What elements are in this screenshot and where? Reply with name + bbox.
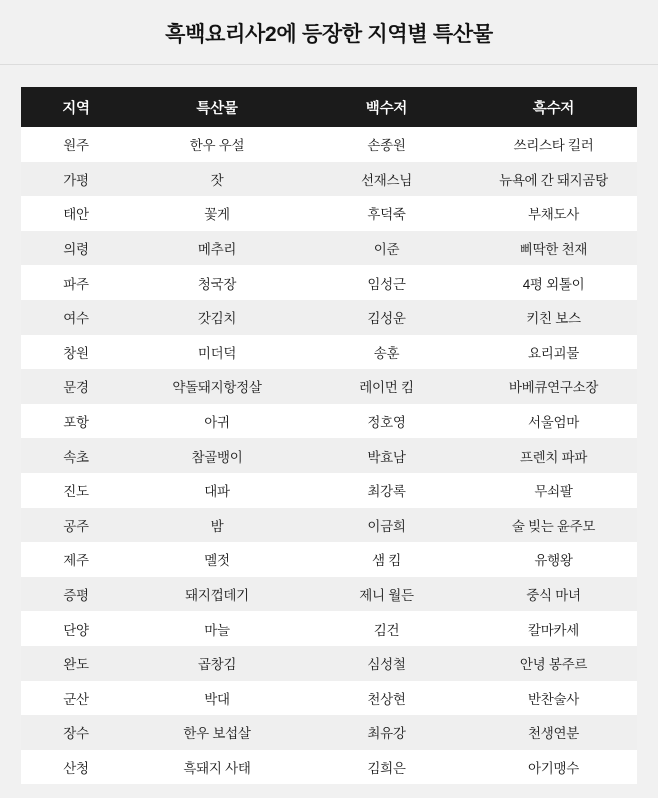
table-cell: 이준 xyxy=(303,231,470,266)
table-cell: 멜젓 xyxy=(131,542,303,577)
table-cell: 최유강 xyxy=(303,715,470,750)
page-title: 흑백요리사2에 등장한 지역별 특산물 xyxy=(165,23,493,46)
table-cell: 바베큐연구소장 xyxy=(470,369,637,404)
table-row xyxy=(21,162,637,197)
table-cell: 천상현 xyxy=(303,681,470,716)
table-cell: 서울엄마 xyxy=(470,404,637,439)
table-cell: 제주 xyxy=(21,542,131,577)
table-cell: 한우 우설 xyxy=(131,127,303,162)
table-cell: 선재스님 xyxy=(303,162,470,197)
table-row xyxy=(21,404,637,439)
table-row xyxy=(21,577,637,612)
table-row xyxy=(21,473,637,508)
table-cell: 이금희 xyxy=(303,508,470,543)
table-cell: 부채도사 xyxy=(470,196,637,231)
table-cell: 원주 xyxy=(21,127,131,162)
table-cell: 심성철 xyxy=(303,646,470,681)
column-header-region: 지역 xyxy=(21,87,131,127)
table-cell: 여수 xyxy=(21,300,131,335)
title-bar xyxy=(0,0,658,64)
table-cell: 약돌돼지항정살 xyxy=(131,369,303,404)
table-header xyxy=(21,87,637,127)
table-cell: 산청 xyxy=(21,750,131,785)
header-divider xyxy=(0,64,658,65)
table-cell: 삐딱한 천재 xyxy=(470,231,637,266)
table-cell: 제니 월든 xyxy=(303,577,470,612)
table-cell: 장수 xyxy=(21,715,131,750)
table-row xyxy=(21,542,637,577)
table-cell: 김건 xyxy=(303,611,470,646)
table-cell: 태안 xyxy=(21,196,131,231)
column-header-black-spoon: 흑수저 xyxy=(470,87,637,127)
table-cell: 단양 xyxy=(21,611,131,646)
table-cell: 잣 xyxy=(131,162,303,197)
table-cell: 속초 xyxy=(21,438,131,473)
table-cell: 레이먼 킴 xyxy=(303,369,470,404)
table-cell: 손종원 xyxy=(303,127,470,162)
table-cell: 의령 xyxy=(21,231,131,266)
table-cell: 박효남 xyxy=(303,438,470,473)
table-cell: 아귀 xyxy=(131,404,303,439)
table-cell: 가평 xyxy=(21,162,131,197)
table-cell: 술 빚는 윤주모 xyxy=(470,508,637,543)
table-row xyxy=(21,231,637,266)
table-cell: 문경 xyxy=(21,369,131,404)
table-cell: 키친 보스 xyxy=(470,300,637,335)
table-cell: 진도 xyxy=(21,473,131,508)
table-header-row xyxy=(21,87,637,127)
table-cell: 증평 xyxy=(21,577,131,612)
table-cell: 무쇠팔 xyxy=(470,473,637,508)
table-cell: 꽃게 xyxy=(131,196,303,231)
table-row xyxy=(21,265,637,300)
table-cell: 창원 xyxy=(21,335,131,370)
table-cell: 포항 xyxy=(21,404,131,439)
table-row xyxy=(21,750,637,785)
table-row xyxy=(21,369,637,404)
table-cell: 박대 xyxy=(131,681,303,716)
table-cell: 완도 xyxy=(21,646,131,681)
column-header-specialty: 특산물 xyxy=(131,87,303,127)
table-cell: 안녕 봉주르 xyxy=(470,646,637,681)
table-cell: 칼마카세 xyxy=(470,611,637,646)
table-cell: 메추리 xyxy=(131,231,303,266)
table-row xyxy=(21,611,637,646)
table-cell: 공주 xyxy=(21,508,131,543)
table-cell: 최강록 xyxy=(303,473,470,508)
table-cell: 김성운 xyxy=(303,300,470,335)
table-cell: 마늘 xyxy=(131,611,303,646)
table-cell: 아기맹수 xyxy=(470,750,637,785)
table-cell: 밤 xyxy=(131,508,303,543)
table-cell: 정호영 xyxy=(303,404,470,439)
table-cell: 곱창김 xyxy=(131,646,303,681)
table-cell: 김희은 xyxy=(303,750,470,785)
table-row xyxy=(21,508,637,543)
table-cell: 참골뱅이 xyxy=(131,438,303,473)
specialty-table-wrapper xyxy=(21,87,637,784)
table-row xyxy=(21,300,637,335)
specialty-table xyxy=(21,87,637,784)
table-cell: 갓김치 xyxy=(131,300,303,335)
table-cell: 천생연분 xyxy=(470,715,637,750)
table-cell: 흑돼지 사태 xyxy=(131,750,303,785)
table-cell: 대파 xyxy=(131,473,303,508)
table-row xyxy=(21,438,637,473)
table-body xyxy=(21,127,637,784)
column-header-white-spoon: 백수저 xyxy=(303,87,470,127)
table-row xyxy=(21,335,637,370)
table-row xyxy=(21,196,637,231)
table-cell: 뉴욕에 간 돼지곰탕 xyxy=(470,162,637,197)
table-cell: 프렌치 파파 xyxy=(470,438,637,473)
table-cell: 송훈 xyxy=(303,335,470,370)
table-cell: 반찬술사 xyxy=(470,681,637,716)
table-cell: 샘 킴 xyxy=(303,542,470,577)
table-cell: 파주 xyxy=(21,265,131,300)
table-cell: 후덕죽 xyxy=(303,196,470,231)
table-cell: 요리괴물 xyxy=(470,335,637,370)
table-cell: 한우 보섭살 xyxy=(131,715,303,750)
table-row xyxy=(21,681,637,716)
table-cell: 쓰리스타 킬러 xyxy=(470,127,637,162)
table-cell: 군산 xyxy=(21,681,131,716)
table-cell: 중식 마녀 xyxy=(470,577,637,612)
table-cell: 청국장 xyxy=(131,265,303,300)
table-cell: 임성근 xyxy=(303,265,470,300)
table-row xyxy=(21,646,637,681)
table-cell: 유행왕 xyxy=(470,542,637,577)
table-cell: 미더덕 xyxy=(131,335,303,370)
table-cell: 돼지껍데기 xyxy=(131,577,303,612)
table-row xyxy=(21,127,637,162)
table-row xyxy=(21,715,637,750)
table-cell: 4평 외톨이 xyxy=(470,265,637,300)
